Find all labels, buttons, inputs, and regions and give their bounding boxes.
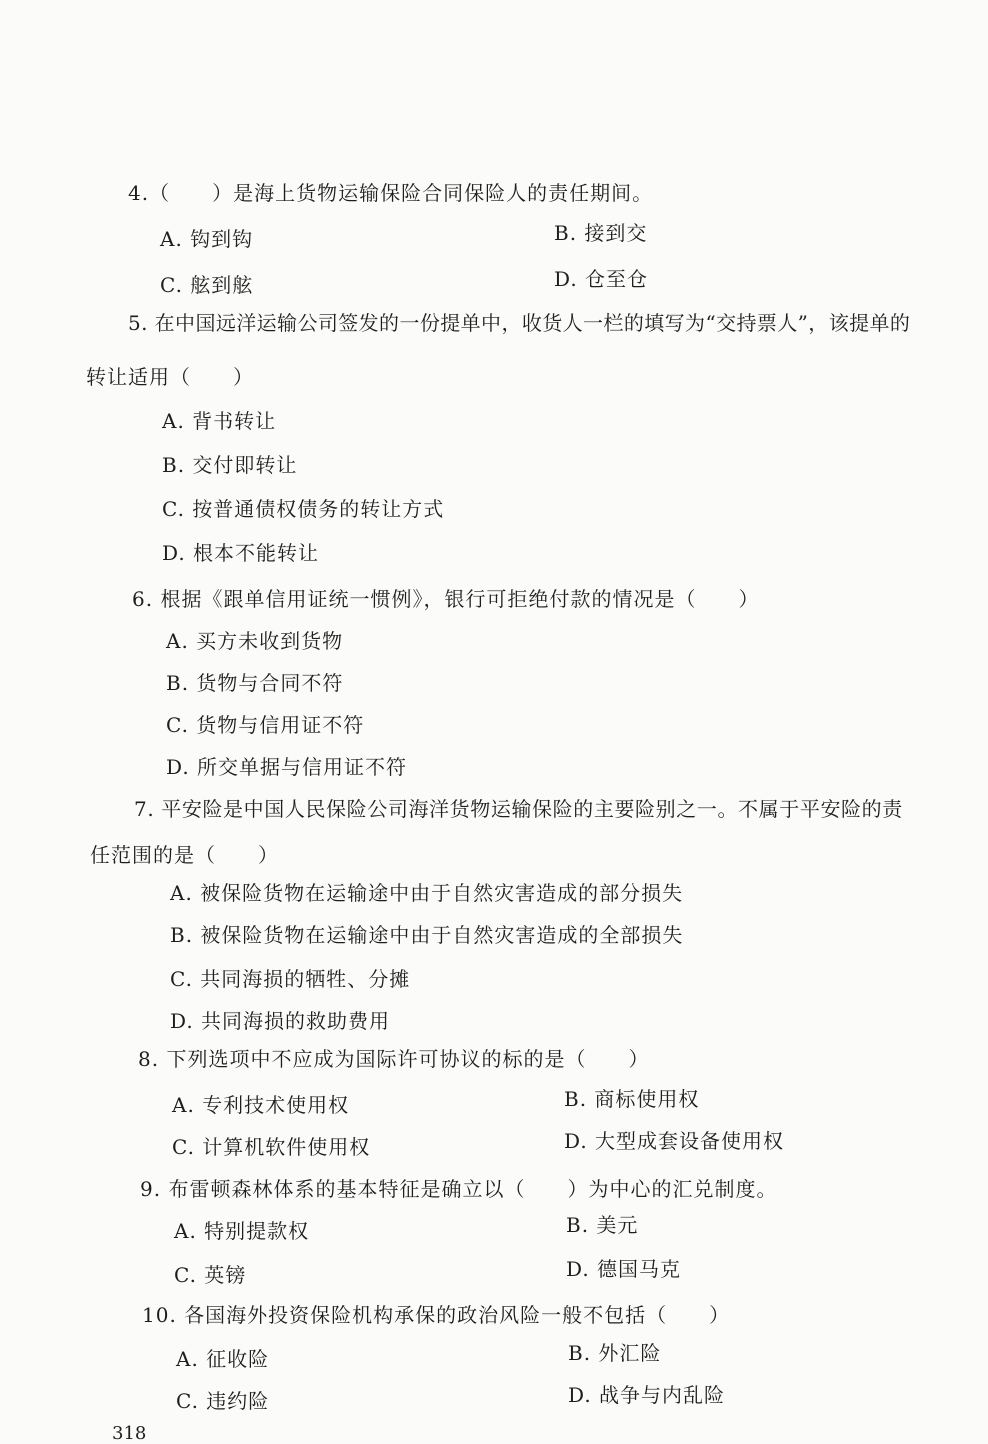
q5-option-b: B. 交付即转让: [162, 453, 298, 477]
q7-option-a: A. 被保险货物在运输途中由于自然灾害造成的部分损失: [170, 881, 684, 905]
q7-stem-line1: 7. 平安险是中国人民保险公司海洋货物运输保险的主要险别之一。不属于平安险的责: [134, 797, 903, 821]
q7-option-b: B. 被保险货物在运输途中由于自然灾害造成的全部损失: [170, 923, 684, 947]
q4-option-d: D. 仓至仓: [554, 267, 649, 291]
q4-option-a: A. 钩到钩: [160, 227, 254, 251]
q5-option-c: C. 按普通债权债务的转让方式: [162, 497, 445, 521]
q10-option-a: A. 征收险: [176, 1347, 270, 1371]
q8-option-a: A. 专利技术使用权: [172, 1093, 350, 1117]
q10-option-c: C. 违约险: [176, 1389, 270, 1413]
q8-option-d: D. 大型成套设备使用权: [564, 1129, 785, 1153]
q7-option-d: D. 共同海损的救助费用: [170, 1009, 391, 1033]
q9-option-c: C. 英镑: [174, 1263, 247, 1287]
q6-stem: 6. 根据《跟单信用证统一惯例》，银行可拒绝付款的情况是（ ）: [132, 587, 760, 611]
q10-option-d: D. 战争与内乱险: [568, 1383, 726, 1407]
q6-option-a: A. 买方未收到货物: [166, 629, 344, 653]
q8-option-c: C. 计算机软件使用权: [172, 1135, 371, 1159]
q10-option-b: B. 外汇险: [568, 1341, 662, 1365]
q5-option-a: A. 背书转让: [162, 409, 277, 433]
q5-option-d: D. 根本不能转让: [162, 541, 320, 565]
q9-option-d: D. 德国马克: [566, 1257, 682, 1281]
q4-option-c: C. 舷到舷: [160, 273, 254, 297]
q7-option-c: C. 共同海损的牺牲、分摊: [170, 967, 411, 991]
q6-option-b: B. 货物与合同不符: [166, 671, 344, 695]
q9-option-a: A. 特别提款权: [174, 1219, 310, 1243]
q4-option-b: B. 接到交: [554, 221, 648, 245]
q8-stem: 8. 下列选项中不应成为国际许可协议的标的是（ ）: [138, 1047, 650, 1071]
q6-option-c: C. 货物与信用证不符: [166, 713, 365, 737]
q5-stem-line2: 转让适用（ ）: [86, 365, 254, 389]
q9-stem: 9. 布雷顿森林体系的基本特征是确立以（ ）为中心的汇兑制度。: [140, 1177, 778, 1201]
q9-option-b: B. 美元: [566, 1213, 639, 1237]
q8-option-b: B. 商标使用权: [564, 1087, 700, 1111]
q10-stem: 10. 各国海外投资保险机构承保的政治风险一般不包括（ ）: [142, 1303, 731, 1327]
page-number: 318: [112, 1423, 147, 1444]
q7-stem-line2: 任范围的是（ ）: [90, 843, 279, 867]
q4-stem: 4.（ ）是海上货物运输保险合同保险人的责任期间。: [128, 181, 654, 205]
q6-option-d: D. 所交单据与信用证不符: [166, 755, 408, 779]
q5-stem-line1: 5. 在中国远洋运输公司签发的一份提单中，收货人一栏的填写为“交持票人”，该提单的: [128, 311, 911, 335]
